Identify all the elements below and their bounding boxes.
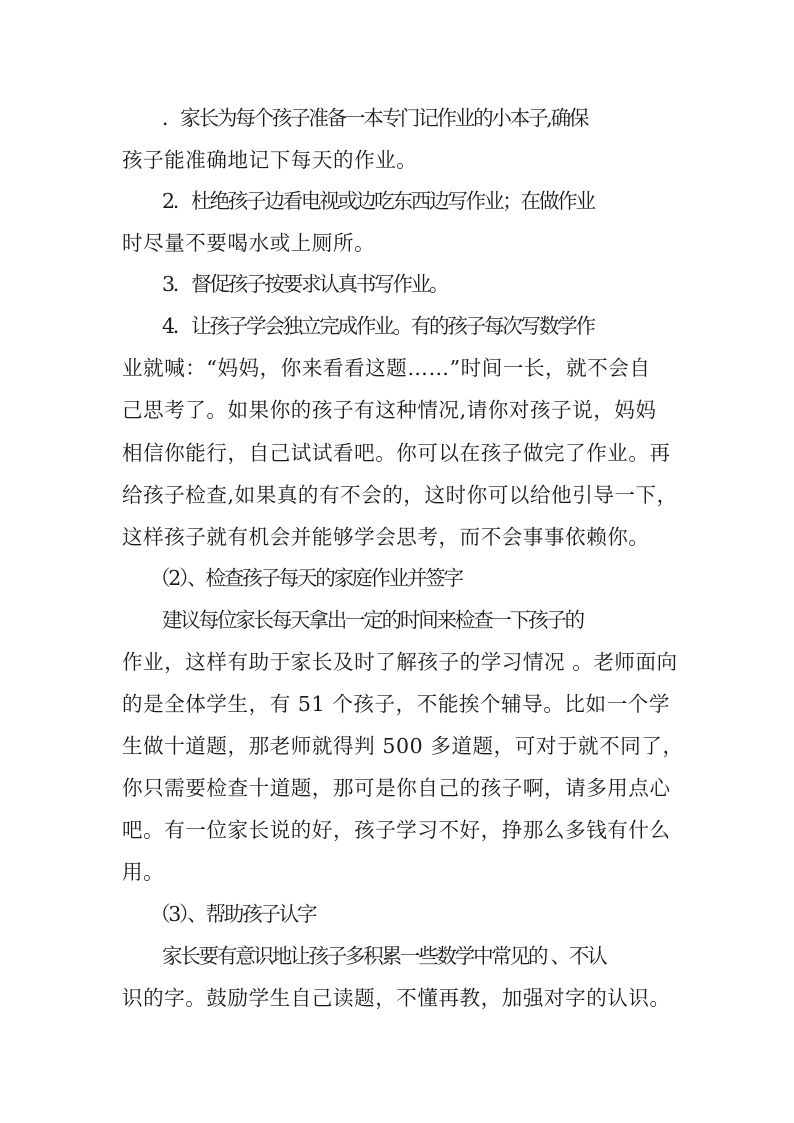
paragraph-line: 建议每位家长每天拿出一定的时间来检查一下孩子的 <box>162 608 583 632</box>
paragraph-line: 的是全体学生，有 51 个孩子，不能挨个辅导。比如一个学 <box>122 692 670 716</box>
paragraph-line: 给孩子检查,如果真的有不会的，这时你可以给他引导一下， <box>122 483 678 507</box>
paragraph-line: ．家长为每个孩子准备一本专门记作业的小本子,确保 <box>162 106 588 130</box>
paragraph-line: 这样孩子就有机会并能够学会思考，而不会事事依赖你。 <box>122 525 650 549</box>
paragraph-line: 吧。有一位家长说的好，孩子学习不好，挣那么多钱有什么 <box>122 818 671 842</box>
paragraph-line: 用。 <box>122 860 165 884</box>
paragraph-line: 识的字。鼓励学生自己读题，不懂再教，加强对字的认识。 <box>122 986 671 1010</box>
paragraph-line: 家长要有意识地让孩子多积累一些数学中常见的 、不认 <box>162 944 606 968</box>
paragraph-line: 相信你能行，自己试试看吧。你可以在孩子做完了作业。再 <box>122 441 671 465</box>
paragraph-line: 作业，这样有助于家长及时了解孩子的学习情况 。老师面向 <box>122 650 678 674</box>
section-heading: （2）、检查孩子每天的家庭作业并签字 <box>150 566 462 590</box>
paragraph-line: 4．让孩子学会独立完成作业。有的孩子每次写数学作 <box>162 314 594 338</box>
section-heading: （3）、帮助孩子认字 <box>150 902 316 926</box>
paragraph-line: 孩子能准确地记下每天的作业。 <box>122 148 418 172</box>
paragraph-line: 生做十道题，那老师就得判 500 多道题，可对于就不同了， <box>122 734 684 758</box>
paragraph-line: 2．杜绝孩子边看电视或边吃东西边写作业；在做作业 <box>162 189 594 213</box>
paragraph-line: 时尽量不要喝水或上厕所。 <box>122 231 376 255</box>
paragraph-line: 业就喊：“妈妈，你来看看这题……”时间一长，就不会自 <box>122 356 651 380</box>
paragraph-line: 己思考了。如果你的孩子有这种情况,请你对孩子说，妈妈 <box>122 398 657 422</box>
paragraph-line: 你只需要检查十道题，那可是你自己的孩子啊，请多用点心 <box>122 776 671 800</box>
paragraph-line: 3．督促孩子按要求认真书写作业。 <box>162 272 448 296</box>
